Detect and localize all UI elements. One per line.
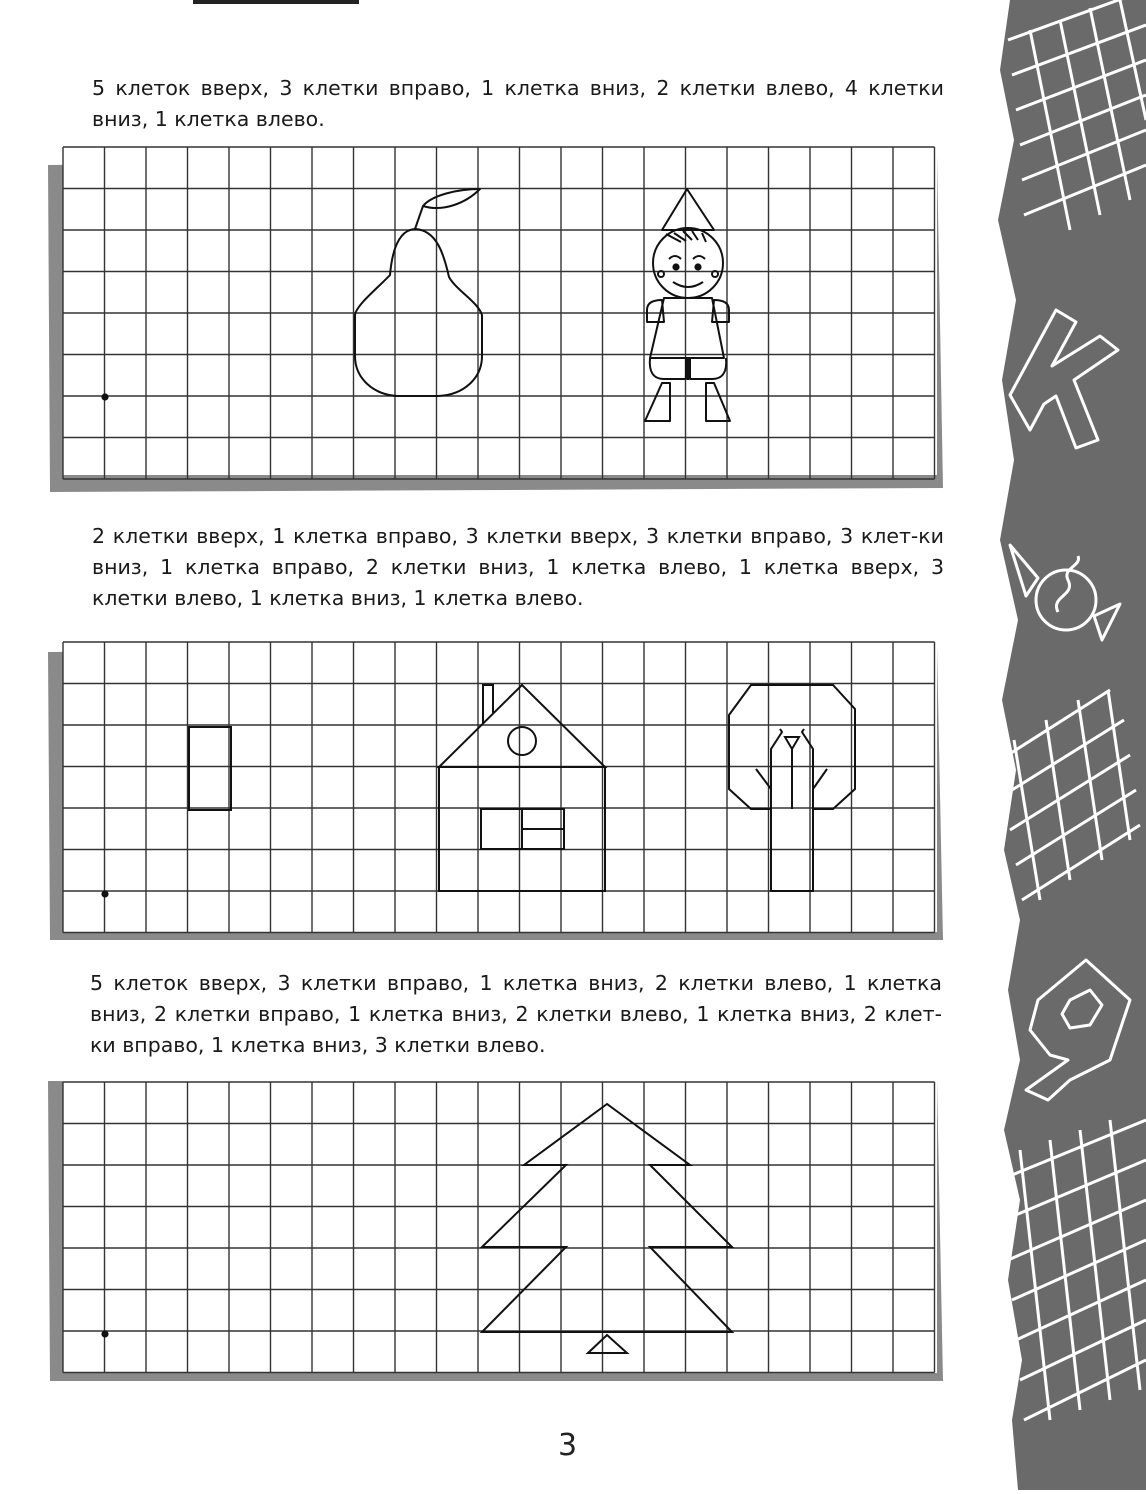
start-dot [101, 393, 108, 400]
instruction-1: 5 клеток вверх, 3 клетки вправо, 1 клетка вниз, 2 клетки влево, 4 клетки вниз, 1 клетка влево. [92, 76, 944, 131]
start-dot [101, 1330, 108, 1337]
page-number: 3 [558, 1428, 578, 1463]
grid-panel-3[interactable] [40, 1077, 955, 1389]
grid-panel-1[interactable] [40, 140, 955, 502]
side-decoration [990, 0, 1146, 1490]
instruction-3: 5 клеток вверх, 3 клетки вправо, 1 клетка вниз, 2 клетки влево, 1 клетка вниз, 2 клетки вправо, 1 клетка вниз, 2 клетки влево, 1 клетка вниз, 2 клет-ки вправо, 1 клетка вниз, 3 клетки влево. [90, 971, 942, 1057]
top-rule [193, 0, 359, 4]
start-dot [101, 890, 108, 897]
grid-panel-2[interactable] [40, 637, 955, 945]
instruction-2: 2 клетки вверх, 1 клетка вправо, 3 клетки вверх, 3 клетки вправо, 3 клет-ки вниз, 1 клетка вправо, 2 клетки вниз, 1 клетка влево, 1 клетка вверх, 3 клетки влево, 1 клетка вниз, 1 клетка влево. [92, 524, 944, 610]
